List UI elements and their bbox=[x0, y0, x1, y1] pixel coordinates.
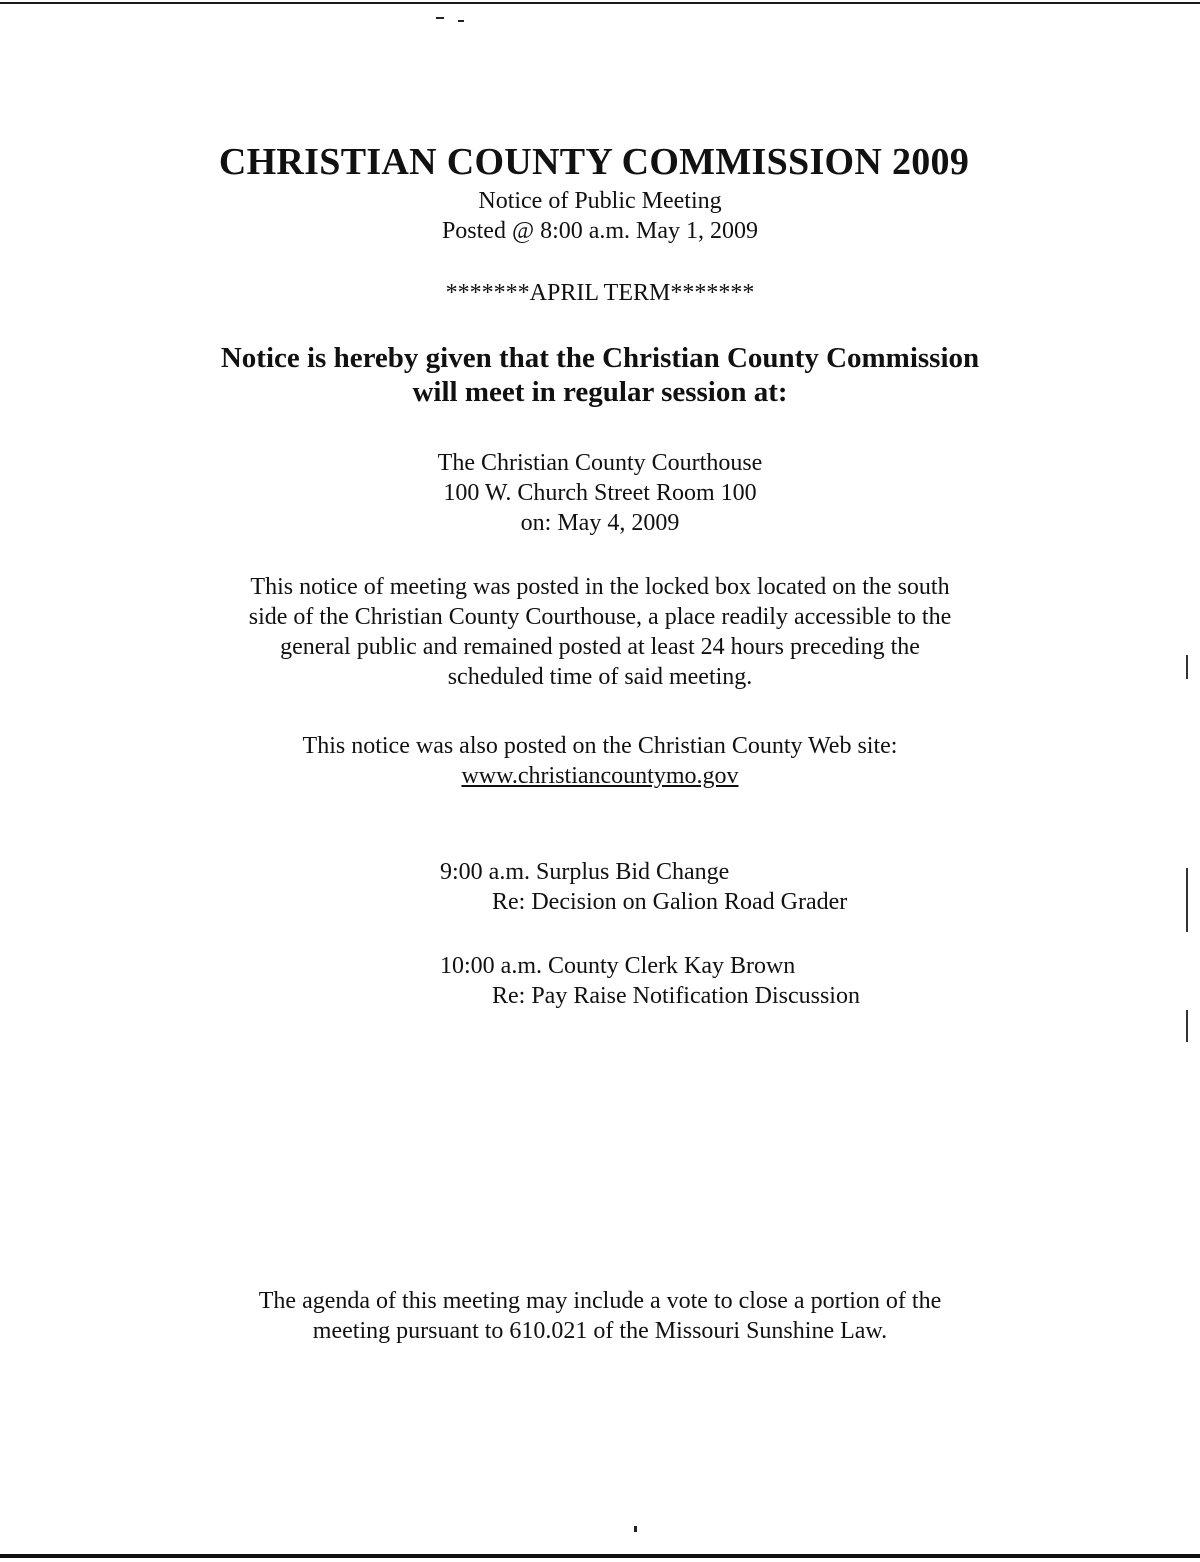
web-notice-text: This notice was also posted on the Christian County Web site: bbox=[302, 733, 898, 759]
agenda-item-re: Re: Pay Raise Notification Discussion bbox=[492, 983, 860, 1009]
sunshine-law-line: The agenda of this meeting may include a vote to close a portion of the bbox=[258, 1288, 942, 1314]
agenda-item-re: Re: Decision on Galion Road Grader bbox=[492, 889, 848, 915]
scan-edge-mark bbox=[1186, 1010, 1188, 1042]
posting-statement-line: side of the Christian County Courthouse, a place readily accessible to the bbox=[248, 604, 952, 630]
scan-edge-mark bbox=[1186, 868, 1188, 932]
posting-statement-line: scheduled time of said meeting. bbox=[447, 664, 753, 690]
website-link[interactable]: www.christiancountymo.gov bbox=[461, 763, 739, 789]
sunshine-law-line: meeting pursuant to 610.021 of the Missouri Sunshine Law. bbox=[312, 1318, 888, 1344]
scan-speck bbox=[634, 1526, 637, 1532]
meeting-date: on: May 4, 2009 bbox=[520, 510, 680, 536]
agenda-item-time: 9:00 a.m. Surplus Bid Change bbox=[440, 859, 730, 885]
web-notice bbox=[0, 731, 1200, 791]
notice-subtitle: Notice of Public Meeting bbox=[478, 188, 722, 214]
scan-border-top bbox=[0, 2, 1200, 4]
agenda-item bbox=[440, 951, 1040, 1011]
agenda-item bbox=[440, 857, 1040, 917]
posting-statement-line: This notice of meeting was posted in the locked box located on the south bbox=[250, 574, 950, 600]
posting-statement bbox=[0, 572, 1200, 692]
posting-statement-line: general public and remained posted at least 24 hours preceding the bbox=[280, 634, 920, 660]
location-place: The Christian County Courthouse bbox=[437, 450, 763, 476]
agenda-item-time: 10:00 a.m. County Clerk Kay Brown bbox=[440, 953, 796, 979]
meeting-location bbox=[0, 448, 1200, 538]
scan-speck bbox=[436, 17, 444, 19]
notice-heading-line: Notice is hereby given that the Christian County Commission bbox=[220, 342, 980, 374]
scan-speck bbox=[458, 20, 464, 22]
notice-heading bbox=[0, 341, 1200, 409]
sunshine-law-notice bbox=[0, 1286, 1200, 1346]
posted-datetime: Posted @ 8:00 a.m. May 1, 2009 bbox=[441, 218, 759, 244]
document-title: CHRISTIAN COUNTY COMMISSION 2009 bbox=[218, 141, 970, 183]
term-banner: *******APRIL TERM******* bbox=[445, 280, 755, 306]
scan-border-bottom bbox=[0, 1554, 1200, 1558]
location-address: 100 W. Church Street Room 100 bbox=[443, 480, 757, 506]
notice-heading-line: will meet in regular session at: bbox=[412, 376, 788, 408]
